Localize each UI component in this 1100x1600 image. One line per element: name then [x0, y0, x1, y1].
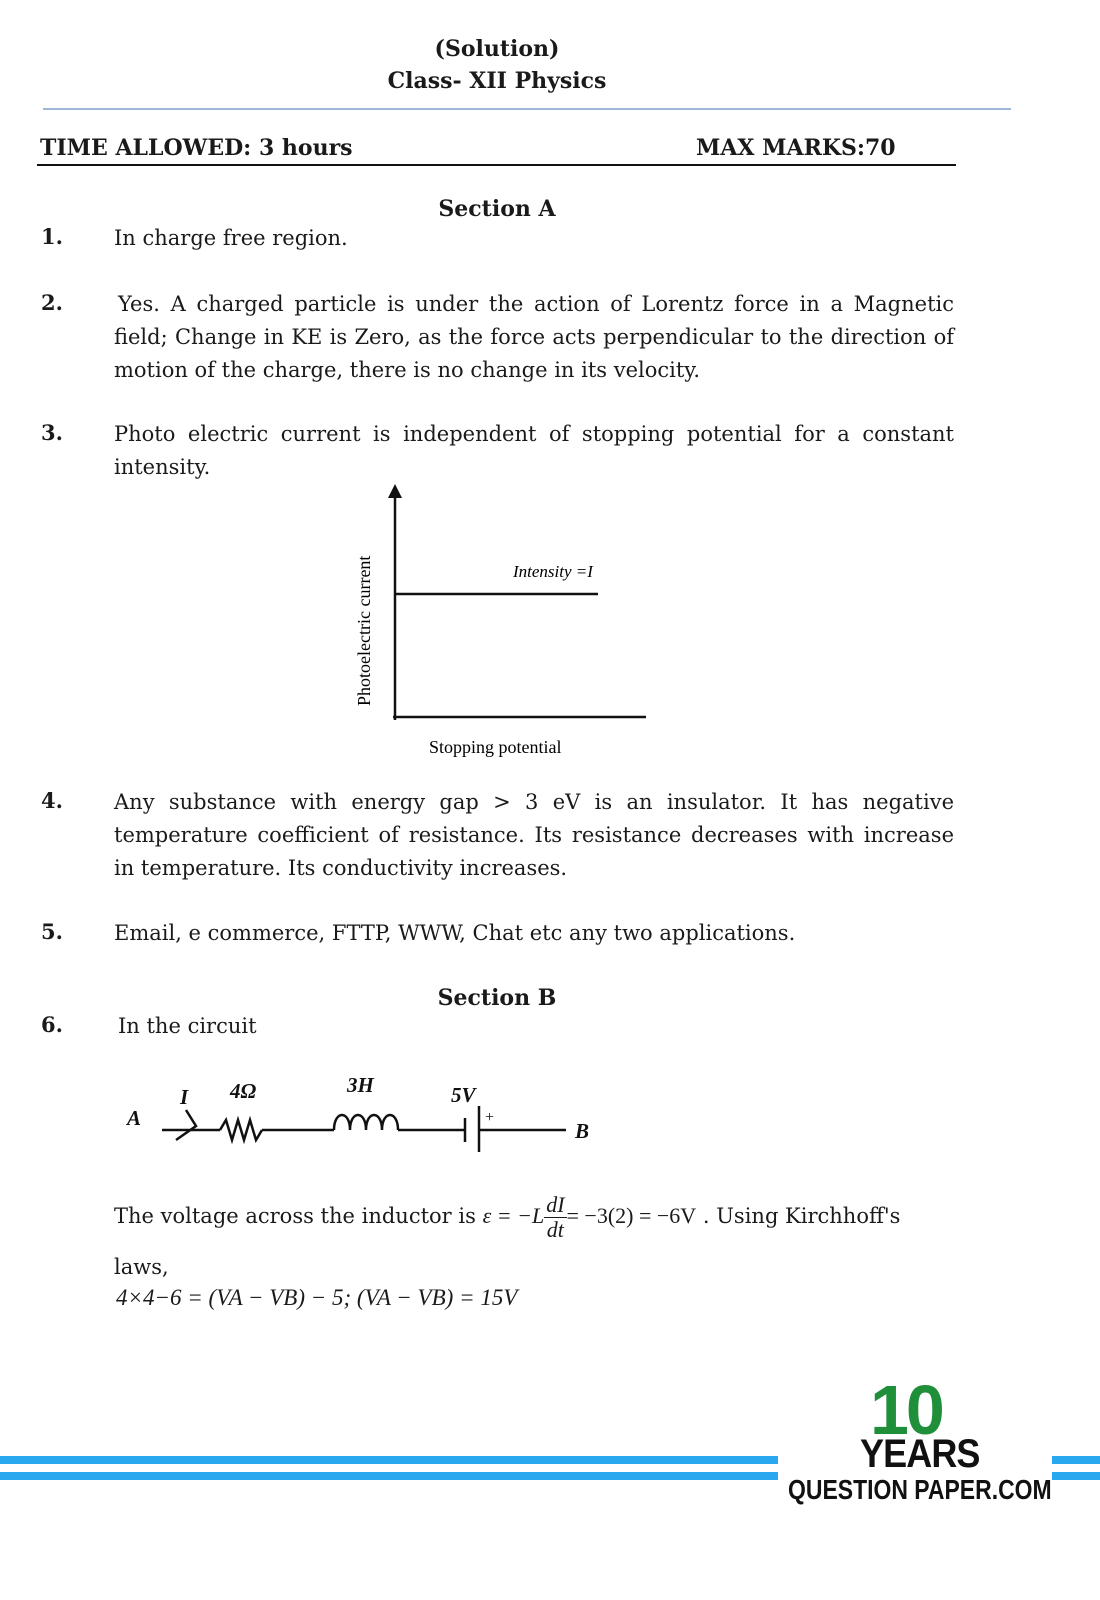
- section-b-title: Section B: [437, 985, 557, 1011]
- q5-answer: Email, e commerce, FTTP, WWW, Chat etc any two applications.: [114, 921, 796, 945]
- y-axis-label: Photoelectric current: [354, 555, 374, 706]
- voltage-equation-line: [114, 1193, 900, 1242]
- section-a-title: Section A: [438, 196, 556, 222]
- logo-ten: 10: [870, 1371, 942, 1449]
- q2-answer: Yes. A charged particle is under the action of Lorentz force in a Magnetic field; Change in KE is Zero, as the force acts perpendicular to the direction of motion of the charge, there is no change in its velocity.: [114, 292, 954, 382]
- q3-number: 3.: [41, 420, 63, 445]
- logo-years: YEARS: [860, 1432, 980, 1476]
- battery-label: 5V: [451, 1083, 476, 1107]
- eq-fraction: [544, 1193, 566, 1242]
- eq-tail: . Using Kirchhoff's: [702, 1204, 901, 1228]
- inductor-label: 3H: [347, 1073, 374, 1097]
- logo-site: QUESTION PAPER.COM: [788, 1474, 1052, 1505]
- node-b-label: B: [575, 1119, 590, 1143]
- class-label: Class- XII Physics: [387, 68, 607, 94]
- q6-intro: In the circuit: [118, 1014, 257, 1038]
- q4-number: 4.: [41, 788, 63, 813]
- intensity-label: Intensity =I: [513, 562, 593, 581]
- solution-label: (Solution): [434, 36, 560, 62]
- kirchhoff-equation: 4×4−6 = (VA − VB) − 5; (VA − VB) = 15V: [116, 1285, 518, 1310]
- photoelectric-graph: [340, 480, 660, 770]
- q5-number: 5.: [41, 919, 63, 944]
- meta-rule: [37, 164, 956, 166]
- eq-numerator: dI: [546, 1192, 565, 1217]
- q2-number: 2.: [41, 290, 63, 315]
- current-arrow-icon: [176, 1110, 196, 1140]
- circuit-diagram: [120, 1068, 610, 1158]
- footer-stripe-bottom: [0, 1472, 778, 1480]
- header-rule: [43, 108, 1011, 110]
- battery-plus-label: +: [485, 1109, 495, 1126]
- q3-answer: Photo electric current is independent of stopping potential for a constant intensity.: [114, 422, 954, 479]
- current-label: I: [180, 1085, 189, 1109]
- x-axis-label: Stopping potential: [429, 737, 562, 757]
- inductor-coil-icon: [334, 1115, 398, 1130]
- node-a-label: A: [127, 1106, 142, 1130]
- max-marks: MAX MARKS:70: [696, 135, 896, 161]
- eq-rhs: = −3(2) = −6V: [566, 1203, 697, 1228]
- footer-stripe-right-bottom: [1052, 1472, 1100, 1480]
- y-axis-arrow: [388, 484, 402, 498]
- q6-number: 6.: [41, 1012, 63, 1037]
- time-allowed: TIME ALLOWED: 3 hours: [40, 135, 353, 161]
- footer-stripe-right-top: [1052, 1456, 1100, 1464]
- resistor-icon: [220, 1120, 262, 1140]
- resistor-label: 4Ω: [230, 1079, 257, 1103]
- eq-denominator: dt: [546, 1217, 564, 1242]
- eq-lhs: ε = −L: [482, 1203, 545, 1228]
- voltage-text: The voltage across the inductor is: [114, 1204, 476, 1228]
- q1-answer: In charge free region.: [114, 226, 348, 250]
- laws-word: laws,: [114, 1255, 169, 1279]
- footer-stripe-top: [0, 1456, 778, 1464]
- q4-answer: Any substance with energy gap > 3 eV is an insulator. It has negative temperature coefficient of resistance. Its resistance decreases with increase in temperature. Its conductivity increases.: [114, 790, 954, 880]
- q1-number: 1.: [41, 224, 63, 249]
